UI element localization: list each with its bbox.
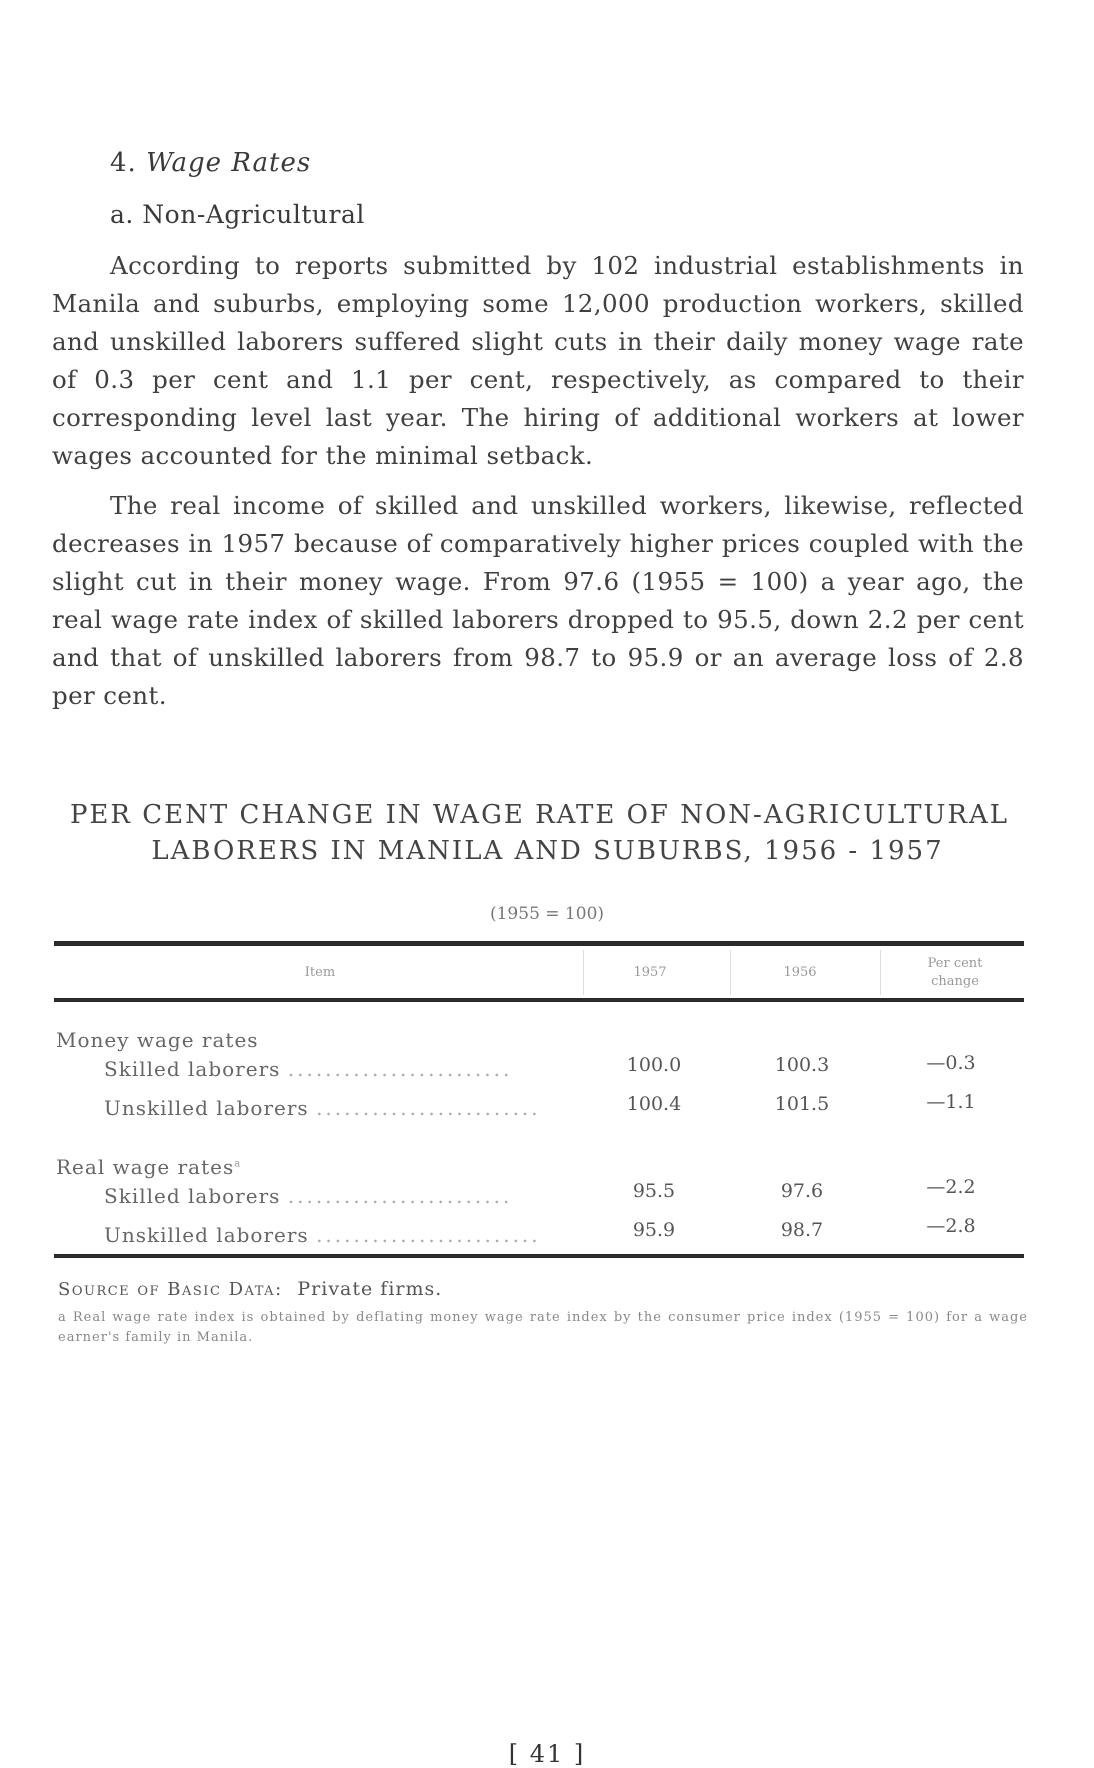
table-footnote: a Real wage rate index is obtained by deflating money wage rate index by the consumer price index (1955 = 100) for a wage earner's family in Manila. (58, 1310, 1028, 1345)
cell-percent: —2.8 (926, 1215, 976, 1237)
column-separator (583, 950, 584, 995)
cell-1956: 97.6 (780, 1180, 824, 1202)
header-item: Item (304, 965, 336, 980)
header-percent-line1: Per cent (927, 956, 983, 971)
row-label: Skilled laborers ........................ (104, 1184, 513, 1208)
table-top-rule (54, 941, 1024, 946)
cell-percent: —0.3 (926, 1052, 976, 1074)
section-heading (110, 148, 311, 178)
header-percent-change (900, 955, 1010, 991)
cell-1956: 101.5 (774, 1093, 830, 1115)
paragraph-2: The real income of skilled and unskilled workers, likewise, reflected decreases in 1957 because of comparatively higher prices coupled with the slight cut in their money wage. From 97.6 (1955 = 100) a year ago, the real wage rate index of skilled laborers dropped to 95.5, down 2.2 per cent and that of unskilled laborers from 98.7 to 95.9 or an average loss of 2.8 per cent. (52, 491, 1024, 710)
row-label: Unskilled laborers ........................ (104, 1223, 541, 1247)
cell-1957: 95.9 (632, 1219, 676, 1241)
row-label: Unskilled laborers ........................ (104, 1096, 541, 1120)
section-number: 4. (110, 148, 137, 178)
group-label-money: Money wage rates (56, 1028, 259, 1052)
subsection-heading: a. Non-Agricultural (110, 200, 365, 229)
header-percent-line2: change (931, 974, 979, 989)
table-bottom-rule (54, 1254, 1024, 1258)
header-1956: 1956 (783, 965, 817, 980)
cell-1956: 100.3 (774, 1054, 830, 1076)
table-header-rule (54, 998, 1024, 1002)
footnote-mark: a (234, 1158, 242, 1170)
header-1957: 1957 (633, 965, 667, 980)
row-label: Skilled laborers ........................ (104, 1057, 513, 1081)
group-label-real: Real wage rates$^a$ (56, 1155, 242, 1179)
table-title-line2: LABORERS IN MANILA AND SUBURBS, 1956 - 1957 (151, 836, 944, 866)
source-label: Source of Basic Data: (58, 1279, 283, 1300)
paragraph-1: According to reports submitted by 102 industrial establishments in Manila and suburbs, employing some 12,000 production workers, skilled and unskilled laborers suffered slight cuts in their daily money wage rate of 0.3 per cent and 1.1 per cent, respectively, as compared to their corresponding level last year. The hiring of additional workers at lower wages accounted for the minimal setback. (52, 251, 1024, 470)
cell-1957: 95.5 (632, 1180, 676, 1202)
cell-percent: —2.2 (926, 1176, 976, 1198)
column-separator (730, 950, 731, 995)
cell-1957: 100.4 (626, 1093, 682, 1115)
cell-1957: 100.0 (626, 1054, 682, 1076)
page-number: [ 41 ] (508, 1740, 586, 1768)
source-line (58, 1278, 442, 1300)
column-separator (880, 950, 881, 995)
cell-1956: 98.7 (780, 1219, 824, 1241)
table-title-line1: PER CENT CHANGE IN WAGE RATE OF NON-AGRICULTURAL (69, 800, 1010, 830)
cell-percent: —1.1 (926, 1091, 976, 1113)
source-value: Private firms. (297, 1278, 443, 1300)
section-title: Wage Rates (146, 148, 312, 178)
table-base-note: (1955 = 100) (489, 904, 605, 924)
